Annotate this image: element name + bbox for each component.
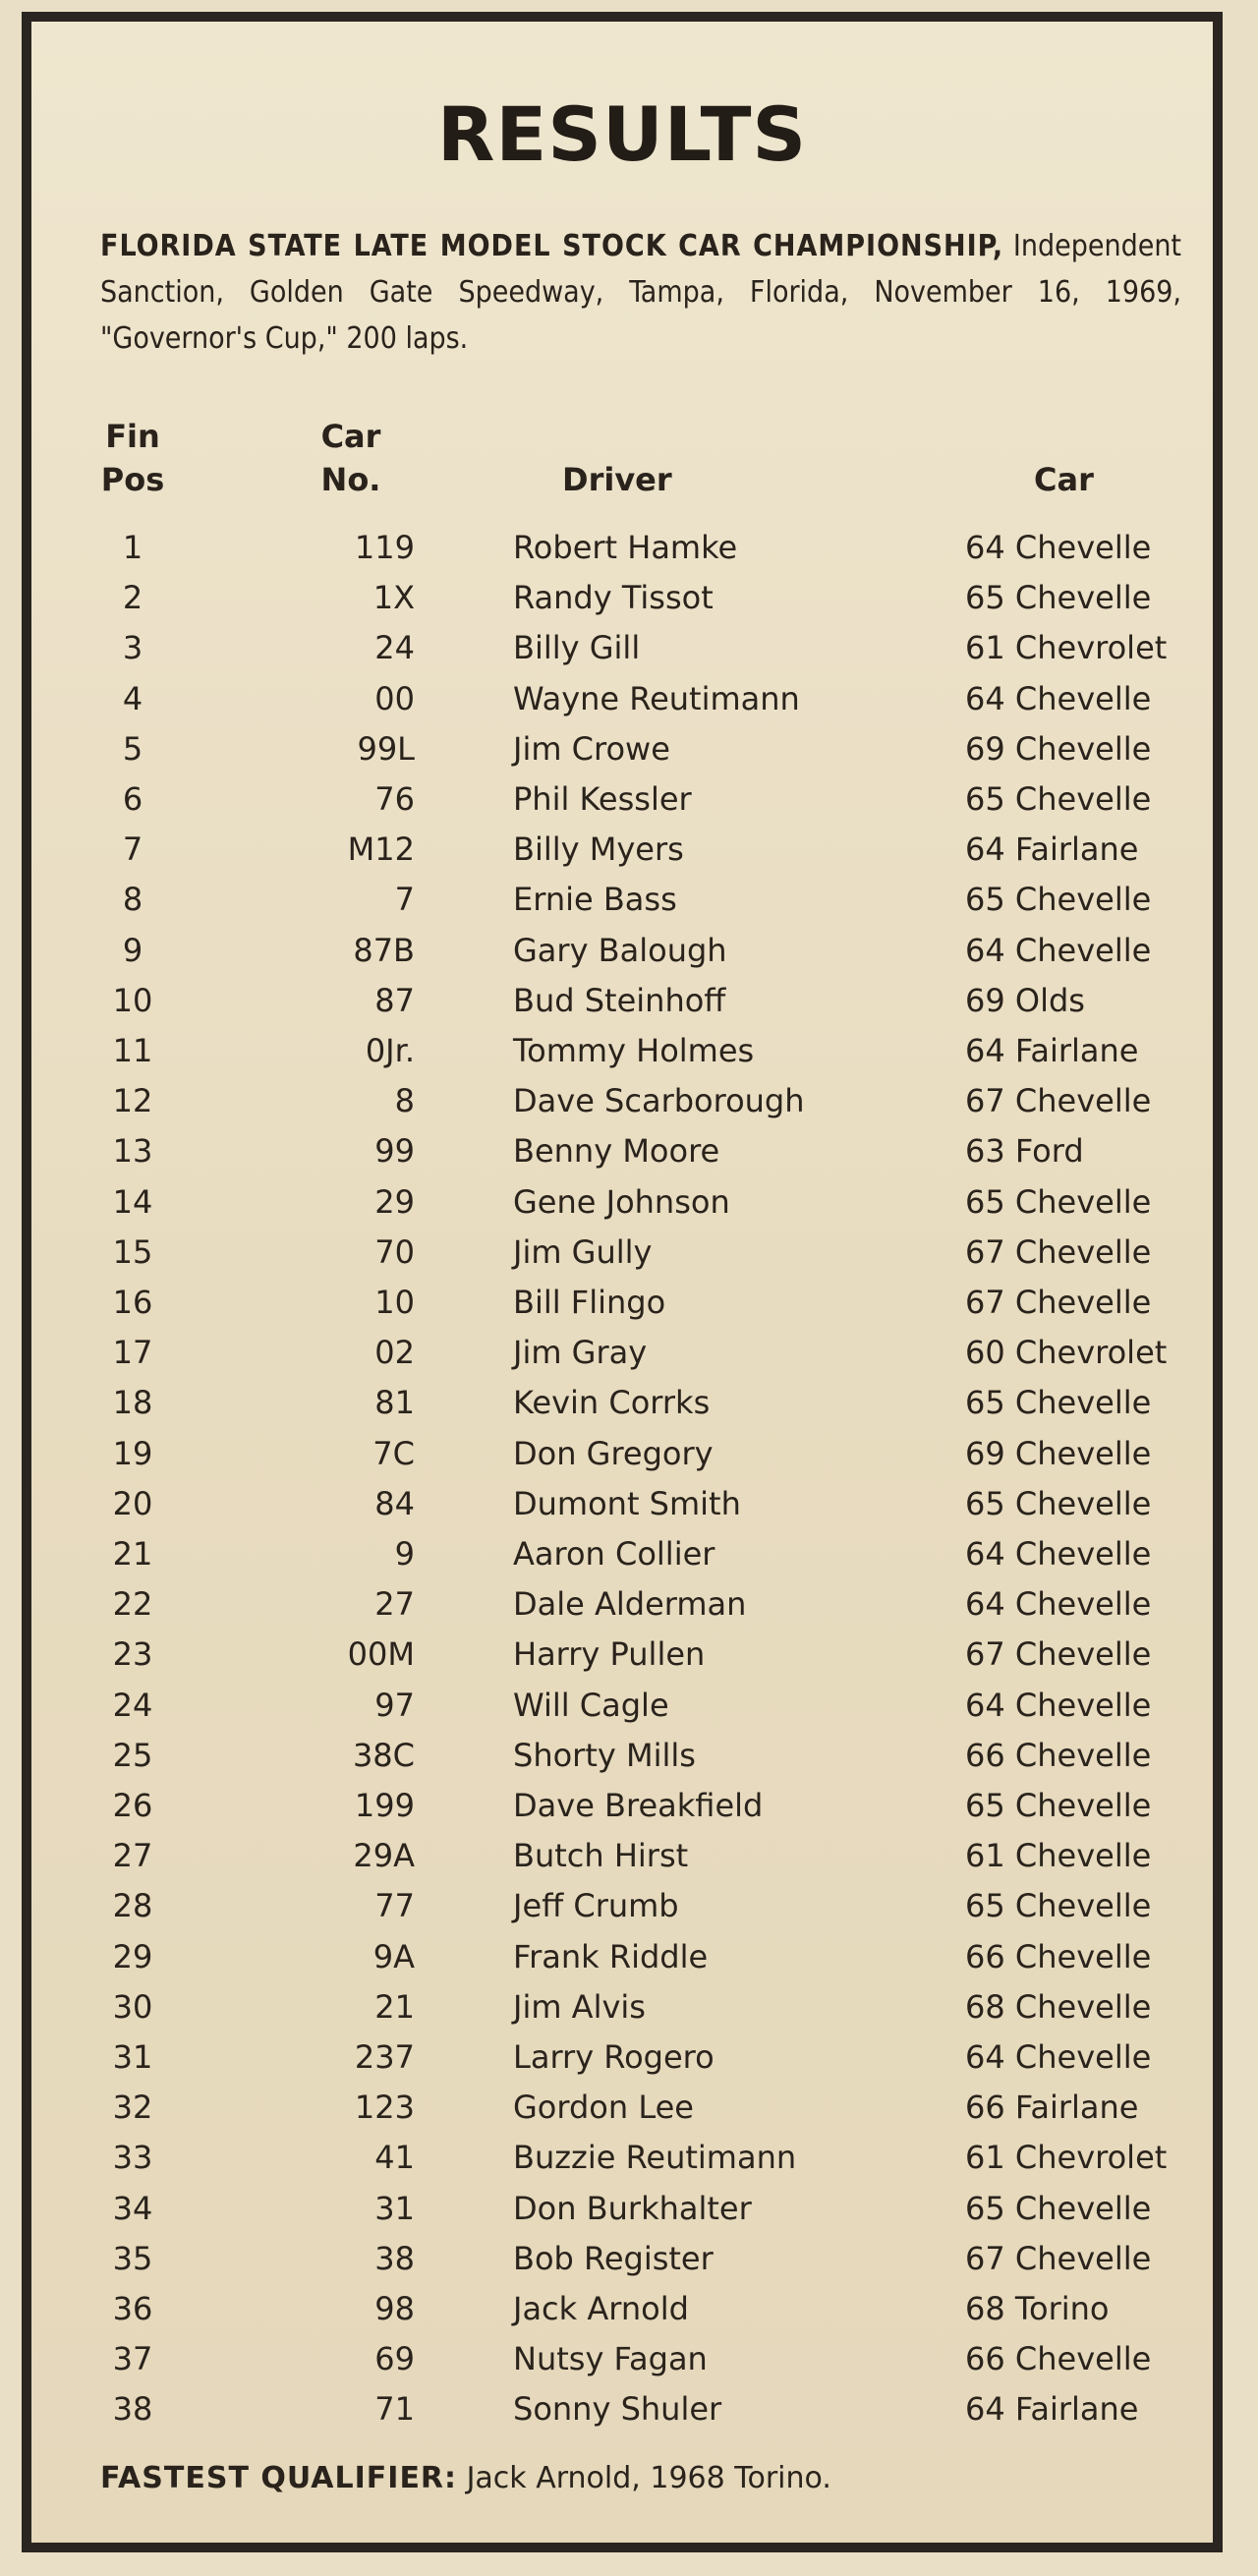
table-row — [31, 2234, 1213, 2284]
finish-position: 6 — [122, 780, 143, 818]
car-model: 67 Chevelle — [965, 2239, 1152, 2277]
car-model: 63 Ford — [965, 1132, 1084, 1171]
results-box — [22, 12, 1223, 2552]
finish-position: 15 — [112, 1232, 153, 1271]
driver-name: Phil Kessler — [513, 780, 692, 818]
car-number: M12 — [347, 830, 415, 869]
car-number: 99 — [374, 1132, 415, 1171]
driver-name: Aaron Collier — [513, 1535, 715, 1573]
car-model: 64 Chevelle — [965, 679, 1152, 717]
car-number: 87B — [353, 931, 415, 969]
driver-name: Larry Rogero — [513, 2038, 715, 2076]
finish-position: 1 — [122, 529, 143, 566]
table-row — [31, 674, 1213, 724]
car-model: 66 Chevelle — [965, 1937, 1152, 1975]
car-number: 7 — [394, 881, 415, 919]
finish-position: 3 — [122, 629, 143, 667]
fastest-qualifier — [100, 2459, 831, 2498]
finish-position: 17 — [112, 1334, 153, 1372]
car-number: 70 — [374, 1232, 415, 1271]
car-number: 87 — [374, 981, 415, 1019]
car-number: 21 — [374, 1987, 415, 2026]
driver-name: Shorty Mills — [513, 1736, 696, 1774]
car-number: 81 — [374, 1384, 415, 1422]
fastest-qualifier-value: Jack Arnold, 1968 Torino. — [466, 2461, 831, 2495]
table-row — [31, 2384, 1213, 2434]
car-model: 66 Chevelle — [965, 1736, 1152, 1774]
car-model: 68 Torino — [965, 2290, 1110, 2327]
table-row — [31, 724, 1213, 774]
car-number: 77 — [374, 1887, 415, 1925]
driver-name: Gary Balough — [513, 931, 727, 969]
driver-name: Will Cagle — [513, 1686, 669, 1724]
finish-position: 11 — [112, 1032, 153, 1069]
car-model: 65 Chevelle — [965, 1384, 1152, 1422]
car-number: 00 — [374, 679, 415, 717]
driver-name: Don Gregory — [513, 1434, 714, 1472]
car-model: 66 Chevelle — [965, 2340, 1152, 2378]
finish-position: 34 — [112, 2189, 153, 2227]
driver-name: Dumont Smith — [513, 1484, 741, 1522]
finish-position: 27 — [112, 1837, 153, 1875]
car-number: 31 — [374, 2189, 415, 2227]
driver-name: Dave Scarborough — [513, 1082, 805, 1120]
car-model: 64 Chevelle — [965, 2038, 1152, 2076]
car-number: 1X — [372, 579, 415, 617]
finish-position: 26 — [112, 1787, 153, 1824]
car-model: 65 Chevelle — [965, 780, 1152, 818]
header-fin-pos: Fin Pos — [100, 418, 165, 498]
car-model: 67 Chevelle — [965, 1082, 1152, 1120]
car-number: 10 — [374, 1284, 415, 1321]
table-row — [31, 1731, 1213, 1781]
table-row — [31, 1681, 1213, 1731]
finish-position: 25 — [112, 1736, 153, 1774]
header-car: Car — [1034, 461, 1094, 498]
table-row — [31, 2133, 1213, 2183]
car-number: 29 — [374, 1182, 415, 1221]
driver-name: Billy Gill — [513, 629, 641, 667]
finish-position: 38 — [112, 2390, 153, 2429]
table-row — [31, 1126, 1213, 1176]
car-model: 64 Fairlane — [965, 1032, 1139, 1069]
driver-name: Jeff Crumb — [513, 1887, 679, 1925]
finish-position: 28 — [112, 1887, 153, 1925]
table-row — [31, 2184, 1213, 2234]
table-row — [31, 1579, 1213, 1630]
driver-name: Jack Arnold — [513, 2290, 689, 2327]
finish-position: 13 — [112, 1132, 153, 1171]
car-model: 65 Chevelle — [965, 1484, 1152, 1522]
driver-name: Bob Register — [513, 2239, 714, 2277]
table-row — [31, 1076, 1213, 1126]
finish-position: 10 — [112, 981, 153, 1019]
header-car-no: Car No. — [320, 418, 381, 498]
car-model: 60 Chevrolet — [965, 1334, 1168, 1372]
driver-name: Ernie Bass — [513, 881, 677, 919]
car-number: 97 — [374, 1686, 415, 1724]
car-model: 65 Chevelle — [965, 1182, 1152, 1221]
driver-name: Don Burkhalter — [513, 2189, 752, 2227]
car-number: 84 — [374, 1484, 415, 1522]
car-model: 67 Chevelle — [965, 1284, 1152, 1321]
table-row — [31, 1982, 1213, 2032]
finish-position: 7 — [122, 830, 143, 869]
driver-name: Butch Hirst — [513, 1837, 689, 1875]
table-row — [31, 1932, 1213, 1982]
race-name: FLORIDA STATE LATE MODEL STOCK CAR CHAMPIONSHIP, — [100, 229, 1004, 263]
finish-position: 37 — [112, 2340, 153, 2378]
finish-position: 35 — [112, 2239, 153, 2277]
car-model: 69 Chevelle — [965, 1434, 1152, 1472]
table-row — [31, 523, 1213, 573]
car-number: 119 — [354, 529, 415, 566]
car-model: 61 Chevrolet — [965, 2139, 1168, 2177]
driver-name: Randy Tissot — [513, 579, 714, 617]
table-row — [31, 825, 1213, 875]
driver-name: Sonny Shuler — [513, 2390, 722, 2429]
car-model: 65 Chevelle — [965, 1887, 1152, 1925]
car-model: 65 Chevelle — [965, 881, 1152, 919]
car-number: 02 — [374, 1334, 415, 1372]
car-number: 8 — [394, 1082, 415, 1120]
table-row — [31, 623, 1213, 673]
car-model: 64 Chevelle — [965, 931, 1152, 969]
finish-position: 21 — [112, 1535, 153, 1573]
finish-position: 29 — [112, 1937, 153, 1975]
table-row — [31, 2032, 1213, 2083]
fastest-qualifier-label: FASTEST QUALIFIER: — [100, 2461, 458, 2495]
car-number: 99L — [357, 729, 415, 768]
car-number: 24 — [374, 629, 415, 667]
finish-position: 2 — [122, 579, 143, 617]
car-model: 67 Chevelle — [965, 1232, 1152, 1271]
table-row — [31, 2334, 1213, 2384]
driver-name: Billy Myers — [513, 830, 684, 869]
header-driver: Driver — [562, 461, 672, 498]
driver-name: Dave Breakfield — [513, 1787, 764, 1824]
driver-name: Kevin Corrks — [513, 1384, 711, 1422]
table-row — [31, 2083, 1213, 2133]
car-number: 9 — [394, 1535, 415, 1573]
car-model: 64 Chevelle — [965, 1686, 1152, 1724]
car-number: 41 — [374, 2139, 415, 2177]
finish-position: 19 — [112, 1434, 153, 1472]
finish-position: 20 — [112, 1484, 153, 1522]
car-number: 199 — [354, 1787, 415, 1824]
finish-position: 16 — [112, 1284, 153, 1321]
table-row — [31, 1278, 1213, 1328]
finish-position: 24 — [112, 1686, 153, 1724]
car-number: 76 — [374, 780, 415, 818]
table-row — [31, 1781, 1213, 1831]
car-model: 64 Chevelle — [965, 1535, 1152, 1573]
driver-name: Bill Flingo — [513, 1284, 666, 1321]
car-number: 00M — [347, 1635, 415, 1674]
finish-position: 32 — [112, 2089, 153, 2127]
finish-position: 23 — [112, 1635, 153, 1674]
car-model: 61 Chevrolet — [965, 629, 1168, 667]
finish-position: 14 — [112, 1182, 153, 1221]
car-model: 65 Chevelle — [965, 2189, 1152, 2227]
finish-position: 30 — [112, 1987, 153, 2026]
driver-name: Jim Gray — [513, 1334, 648, 1372]
car-number: 38C — [352, 1736, 415, 1774]
car-model: 69 Olds — [965, 981, 1085, 1019]
driver-name: Frank Riddle — [513, 1937, 709, 1975]
finish-position: 18 — [112, 1384, 153, 1422]
table-row — [31, 926, 1213, 976]
finish-position: 8 — [122, 881, 143, 919]
driver-name: Benny Moore — [513, 1132, 720, 1171]
table-row — [31, 1881, 1213, 1931]
page-title: RESULTS — [436, 90, 808, 178]
driver-name: Bud Steinhoff — [513, 981, 726, 1019]
driver-name: Gordon Lee — [513, 2089, 694, 2127]
driver-name: Jim Gully — [513, 1232, 653, 1271]
car-number: 123 — [354, 2089, 415, 2127]
car-number: 38 — [374, 2239, 415, 2277]
table-row — [31, 1479, 1213, 1529]
driver-name: Buzzie Reutimann — [513, 2139, 797, 2177]
table-row — [31, 1228, 1213, 1278]
driver-name: Nutsy Fagan — [513, 2340, 708, 2378]
finish-position: 5 — [122, 729, 143, 768]
car-number: 69 — [374, 2340, 415, 2378]
driver-name: Wayne Reutimann — [513, 679, 800, 717]
driver-name: Jim Alvis — [513, 1987, 646, 2026]
finish-position: 31 — [112, 2038, 153, 2076]
car-number: 7C — [372, 1434, 415, 1472]
car-model: 68 Chevelle — [965, 1987, 1152, 2026]
finish-position: 36 — [112, 2290, 153, 2327]
finish-position: 9 — [122, 931, 143, 969]
car-model: 64 Chevelle — [965, 1585, 1152, 1624]
table-row — [31, 774, 1213, 825]
car-number: 98 — [374, 2290, 415, 2327]
race-description — [100, 223, 1181, 362]
car-model: 64 Chevelle — [965, 529, 1152, 566]
table-row — [31, 1328, 1213, 1378]
finish-position: 33 — [112, 2139, 153, 2177]
table-row — [31, 1026, 1213, 1076]
car-model: 67 Chevelle — [965, 1635, 1152, 1674]
car-model: 66 Fairlane — [965, 2089, 1139, 2127]
driver-name: Gene Johnson — [513, 1182, 730, 1221]
car-model: 69 Chevelle — [965, 729, 1152, 768]
driver-name: Tommy Holmes — [513, 1032, 755, 1069]
car-number: 9A — [372, 1937, 415, 1975]
car-number: 71 — [374, 2390, 415, 2429]
driver-name: Robert Hamke — [513, 529, 738, 566]
table-row — [31, 976, 1213, 1026]
car-number: 237 — [354, 2038, 415, 2076]
car-model: 65 Chevelle — [965, 1787, 1152, 1824]
car-number: 29A — [353, 1837, 415, 1875]
car-number: 0Jr. — [365, 1032, 415, 1069]
table-row — [31, 573, 1213, 623]
car-number: 27 — [374, 1585, 415, 1624]
car-model: 64 Fairlane — [965, 2390, 1139, 2429]
finish-position: 4 — [122, 679, 143, 717]
table-row — [31, 1378, 1213, 1428]
finish-position: 12 — [112, 1082, 153, 1120]
finish-position: 22 — [112, 1585, 153, 1624]
table-row — [31, 1177, 1213, 1228]
table-row — [31, 1630, 1213, 1680]
race-details: Independent Sanction, Golden Gate Speedway, Tampa, Florida, November 16, 1969, "Governor's Cup," 200 laps. — [100, 229, 1181, 356]
table-row — [31, 1831, 1213, 1881]
driver-name: Dale Alderman — [513, 1585, 747, 1624]
table-row — [31, 1529, 1213, 1579]
car-model: 65 Chevelle — [965, 579, 1152, 617]
table-row — [31, 2284, 1213, 2334]
car-model: 61 Chevelle — [965, 1837, 1152, 1875]
driver-name: Jim Crowe — [513, 729, 670, 768]
car-model: 64 Fairlane — [965, 830, 1139, 869]
driver-name: Harry Pullen — [513, 1635, 706, 1674]
table-row — [31, 875, 1213, 925]
table-row — [31, 1429, 1213, 1479]
